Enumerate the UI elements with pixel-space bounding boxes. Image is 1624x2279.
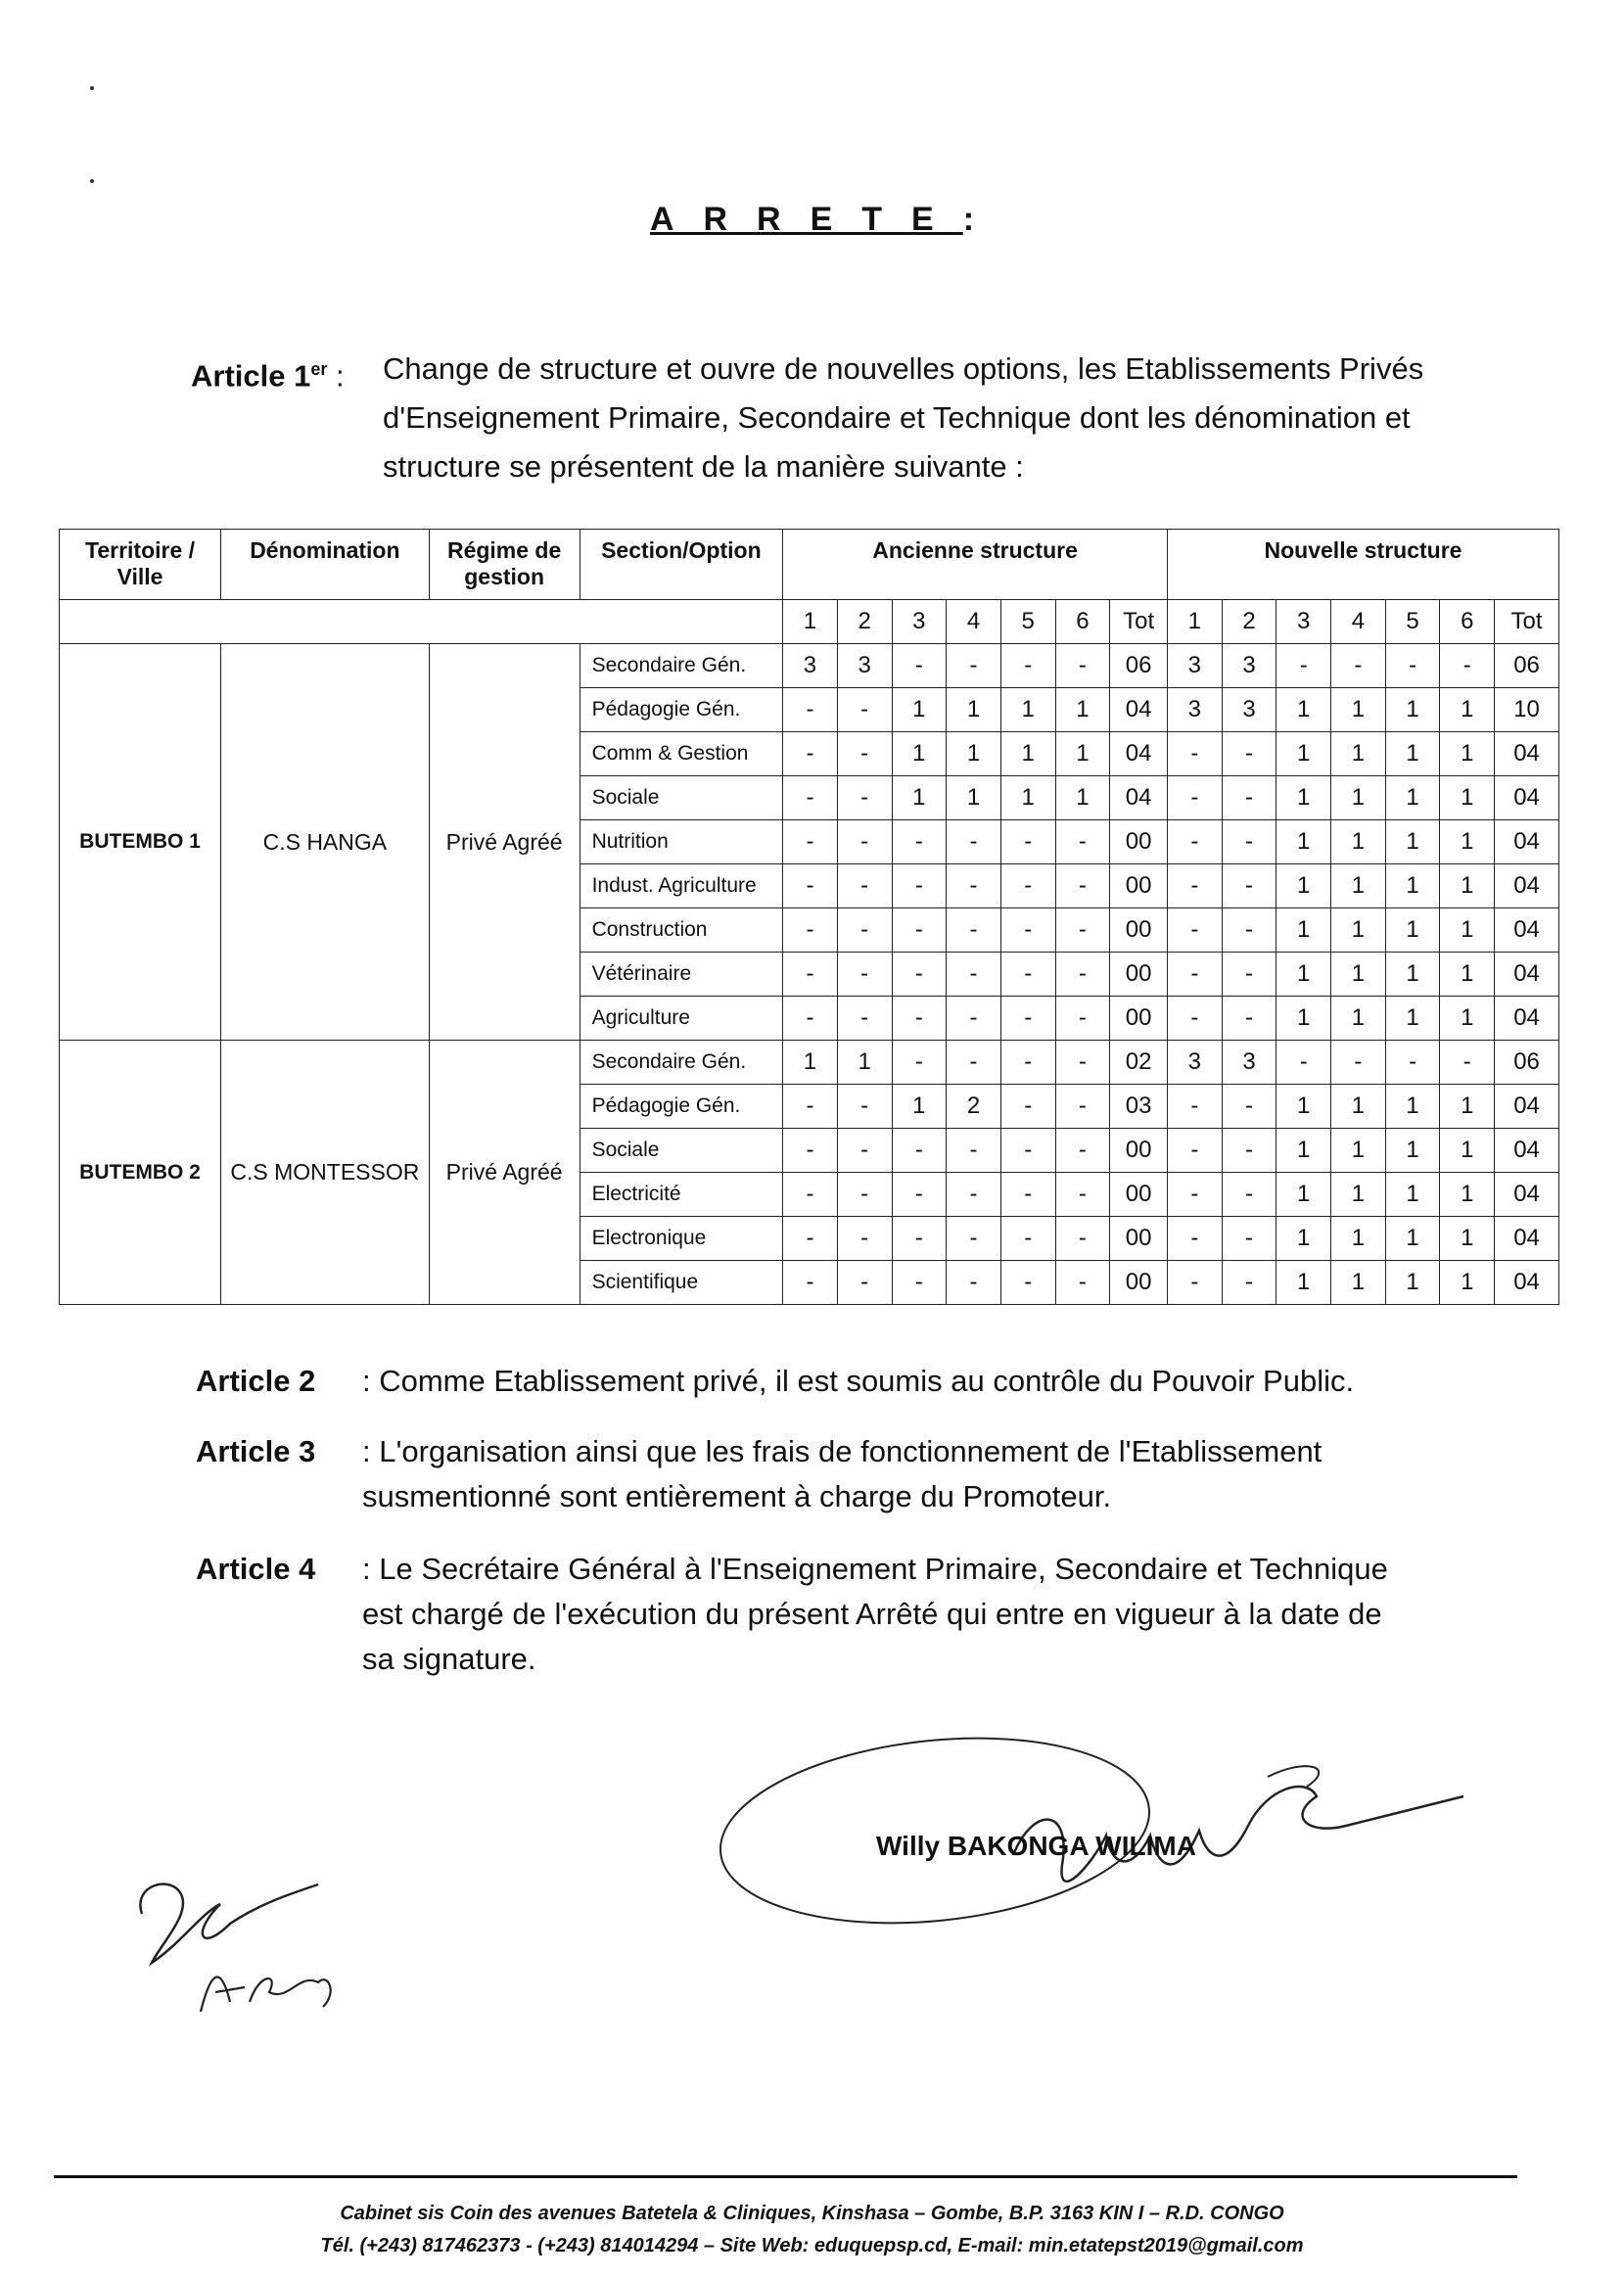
- ancienne-value-cell: -: [1000, 908, 1055, 953]
- ancienne-value-cell: -: [1000, 1173, 1055, 1217]
- nouvelle-value-cell: -: [1222, 1085, 1276, 1129]
- nouvelle-value-cell: 1: [1385, 1129, 1440, 1173]
- subheader-cell: 4: [1331, 600, 1386, 644]
- subheader-cell: 2: [1222, 600, 1276, 644]
- subheader-cell: 6: [1440, 600, 1495, 644]
- nouvelle-value-cell: -: [1167, 776, 1222, 820]
- ancienne-value-cell: -: [783, 1261, 838, 1305]
- ancienne-value-cell: -: [892, 1173, 947, 1217]
- paraphe-drawing: [122, 1855, 377, 2031]
- section-cell: Agriculture: [580, 997, 783, 1041]
- nouvelle-value-cell: -: [1276, 644, 1331, 688]
- section-cell: Indust. Agriculture: [580, 864, 783, 908]
- nouvelle-value-cell: 1: [1440, 688, 1495, 732]
- header-regime: Régime de gestion: [429, 530, 580, 600]
- ancienne-value-cell: -: [1055, 953, 1110, 997]
- nouvelle-value-cell: 10: [1495, 688, 1559, 732]
- ancienne-value-cell: 00: [1110, 1173, 1168, 1217]
- ancienne-value-cell: -: [1055, 1173, 1110, 1217]
- nouvelle-value-cell: 1: [1385, 688, 1440, 732]
- nouvelle-value-cell: -: [1440, 644, 1495, 688]
- table-row: [60, 644, 1559, 688]
- ancienne-value-cell: -: [892, 1129, 947, 1173]
- nouvelle-value-cell: -: [1276, 1041, 1331, 1085]
- ancienne-value-cell: -: [783, 688, 838, 732]
- ancienne-value-cell: 1: [1000, 688, 1055, 732]
- nouvelle-value-cell: 1: [1276, 776, 1331, 820]
- ancienne-value-cell: -: [892, 864, 947, 908]
- ancienne-value-cell: -: [892, 953, 947, 997]
- nouvelle-value-cell: 1: [1331, 1217, 1386, 1261]
- nouvelle-value-cell: -: [1167, 1085, 1222, 1129]
- nouvelle-value-cell: 04: [1495, 820, 1559, 864]
- nouvelle-value-cell: 1: [1385, 1217, 1440, 1261]
- ancienne-value-cell: -: [783, 1085, 838, 1129]
- ancienne-value-cell: -: [947, 1217, 1001, 1261]
- nouvelle-value-cell: -: [1167, 820, 1222, 864]
- ancienne-value-cell: 1: [783, 1041, 838, 1085]
- ancienne-value-cell: -: [1055, 908, 1110, 953]
- ancienne-value-cell: -: [783, 908, 838, 953]
- nouvelle-value-cell: 06: [1495, 644, 1559, 688]
- ancienne-value-cell: 1: [1055, 732, 1110, 776]
- article-1-label: [191, 345, 345, 400]
- ancienne-value-cell: -: [892, 820, 947, 864]
- ancienne-value-cell: -: [783, 732, 838, 776]
- ancienne-value-cell: 00: [1110, 997, 1168, 1041]
- ancienne-value-cell: 03: [1110, 1085, 1168, 1129]
- nouvelle-value-cell: 3: [1167, 644, 1222, 688]
- section-cell: Pédagogie Gén.: [580, 1085, 783, 1129]
- nouvelle-value-cell: 1: [1385, 997, 1440, 1041]
- section-cell: Electronique: [580, 1217, 783, 1261]
- ancienne-value-cell: 02: [1110, 1041, 1168, 1085]
- article-1: [191, 345, 1424, 491]
- section-cell: Secondaire Gén.: [580, 644, 783, 688]
- nouvelle-value-cell: -: [1167, 1261, 1222, 1305]
- nouvelle-value-cell: 04: [1495, 776, 1559, 820]
- ancienne-value-cell: -: [783, 1129, 838, 1173]
- ancienne-value-cell: 3: [783, 644, 838, 688]
- nouvelle-value-cell: 1: [1331, 908, 1386, 953]
- ancienne-value-cell: 2: [947, 1085, 1001, 1129]
- nouvelle-value-cell: -: [1222, 820, 1276, 864]
- nouvelle-value-cell: 1: [1276, 820, 1331, 864]
- ancienne-value-cell: -: [837, 1129, 892, 1173]
- ancienne-value-cell: 00: [1110, 953, 1168, 997]
- nouvelle-value-cell: 04: [1495, 953, 1559, 997]
- article-3-text: : L'organisation ainsi que les frais de fonctionnement de l'Etablissement susmentionné sont entièrement à charge du Promoteur.: [362, 1434, 1322, 1513]
- nouvelle-value-cell: 04: [1495, 1217, 1559, 1261]
- nouvelle-value-cell: -: [1167, 732, 1222, 776]
- nouvelle-value-cell: -: [1167, 997, 1222, 1041]
- nouvelle-value-cell: -: [1222, 776, 1276, 820]
- nouvelle-value-cell: 1: [1331, 953, 1386, 997]
- nouvelle-value-cell: 3: [1167, 1041, 1222, 1085]
- ancienne-value-cell: -: [892, 997, 947, 1041]
- nouvelle-value-cell: -: [1222, 1173, 1276, 1217]
- ancienne-value-cell: -: [837, 1085, 892, 1129]
- footer-rule: [54, 2175, 1517, 2178]
- ancienne-value-cell: -: [837, 776, 892, 820]
- ancienne-value-cell: -: [1000, 864, 1055, 908]
- nouvelle-value-cell: -: [1222, 732, 1276, 776]
- ancienne-value-cell: -: [783, 1217, 838, 1261]
- nouvelle-value-cell: -: [1331, 644, 1386, 688]
- article-1-label-colon: :: [335, 358, 345, 394]
- nouvelle-value-cell: 04: [1495, 1085, 1559, 1129]
- nouvelle-value-cell: 3: [1167, 688, 1222, 732]
- ancienne-value-cell: 1: [947, 688, 1001, 732]
- scan-speck: [90, 86, 94, 90]
- ancienne-value-cell: -: [1000, 644, 1055, 688]
- title-colon: :: [962, 201, 975, 238]
- nouvelle-value-cell: -: [1167, 864, 1222, 908]
- nouvelle-value-cell: 1: [1276, 953, 1331, 997]
- subheader-cell: 1: [1167, 600, 1222, 644]
- ancienne-value-cell: -: [892, 644, 947, 688]
- ancienne-value-cell: 00: [1110, 864, 1168, 908]
- ancienne-value-cell: 1: [1000, 776, 1055, 820]
- nouvelle-value-cell: -: [1167, 1173, 1222, 1217]
- ancienne-value-cell: 1: [1000, 732, 1055, 776]
- section-cell: Secondaire Gén.: [580, 1041, 783, 1085]
- article-1-text: Change de structure et ouvre de nouvelles options, les Etablissements Privés d'Enseignement Primaire, Secondaire et Technique dont les dénomination et structure se présentent de la manière suivante :: [383, 351, 1424, 484]
- ancienne-value-cell: -: [1000, 1041, 1055, 1085]
- nouvelle-value-cell: 04: [1495, 908, 1559, 953]
- nouvelle-value-cell: -: [1222, 1129, 1276, 1173]
- ancienne-value-cell: -: [892, 1217, 947, 1261]
- nouvelle-value-cell: 1: [1440, 776, 1495, 820]
- page-title: [0, 201, 1624, 239]
- nouvelle-value-cell: -: [1331, 1041, 1386, 1085]
- ancienne-value-cell: 1: [947, 776, 1001, 820]
- footer: [0, 2198, 1624, 2262]
- ancienne-value-cell: -: [892, 1261, 947, 1305]
- ancienne-value-cell: -: [947, 644, 1001, 688]
- nouvelle-value-cell: 1: [1440, 1261, 1495, 1305]
- ancienne-value-cell: -: [1000, 1217, 1055, 1261]
- article-1-label-text: Article 1: [191, 358, 311, 394]
- ancienne-value-cell: 00: [1110, 908, 1168, 953]
- ancienne-value-cell: 04: [1110, 688, 1168, 732]
- ancienne-value-cell: -: [1000, 820, 1055, 864]
- ancienne-value-cell: -: [1055, 1041, 1110, 1085]
- subheader-cell: 5: [1000, 600, 1055, 644]
- article-4: [196, 1547, 1419, 1682]
- ancienne-value-cell: 1: [892, 776, 947, 820]
- territoire-cell: BUTEMBO 1: [60, 644, 221, 1041]
- header-denomination: Dénomination: [221, 530, 430, 600]
- subheader-cell: 4: [947, 600, 1001, 644]
- ancienne-value-cell: 04: [1110, 776, 1168, 820]
- nouvelle-value-cell: 1: [1385, 732, 1440, 776]
- ancienne-value-cell: -: [947, 820, 1001, 864]
- nouvelle-value-cell: 1: [1331, 820, 1386, 864]
- section-cell: Sociale: [580, 776, 783, 820]
- ancienne-value-cell: -: [837, 908, 892, 953]
- signer-name: Willy BAKONGA WILIMA: [876, 1831, 1196, 1861]
- footer-line-1: Cabinet sis Coin des avenues Batetela & Cliniques, Kinshasa – Gombe, B.P. 3163 KIN I – R.D. CONGO: [340, 2203, 1284, 2224]
- subheader-cell: 3: [892, 600, 947, 644]
- ancienne-value-cell: -: [1000, 997, 1055, 1041]
- nouvelle-value-cell: -: [1222, 1261, 1276, 1305]
- ancienne-value-cell: 1: [892, 688, 947, 732]
- ancienne-value-cell: -: [783, 820, 838, 864]
- nouvelle-value-cell: -: [1222, 908, 1276, 953]
- nouvelle-value-cell: 1: [1440, 908, 1495, 953]
- ancienne-value-cell: -: [947, 1041, 1001, 1085]
- subheader-cell: 6: [1055, 600, 1110, 644]
- nouvelle-value-cell: 1: [1440, 1129, 1495, 1173]
- nouvelle-value-cell: 1: [1440, 1085, 1495, 1129]
- nouvelle-value-cell: 1: [1440, 732, 1495, 776]
- nouvelle-value-cell: -: [1222, 953, 1276, 997]
- section-cell: Comm & Gestion: [580, 732, 783, 776]
- nouvelle-value-cell: 04: [1495, 1261, 1559, 1305]
- ancienne-value-cell: -: [947, 1261, 1001, 1305]
- article-2: [196, 1359, 1419, 1404]
- subheader-cell: 3: [1276, 600, 1331, 644]
- ancienne-value-cell: -: [783, 776, 838, 820]
- ancienne-value-cell: 00: [1110, 1217, 1168, 1261]
- ancienne-value-cell: -: [1055, 1129, 1110, 1173]
- nouvelle-value-cell: 3: [1222, 688, 1276, 732]
- ancienne-value-cell: -: [947, 1129, 1001, 1173]
- nouvelle-value-cell: -: [1385, 1041, 1440, 1085]
- section-cell: Construction: [580, 908, 783, 953]
- ancienne-value-cell: -: [947, 908, 1001, 953]
- nouvelle-value-cell: 1: [1276, 1129, 1331, 1173]
- ancienne-value-cell: 1: [947, 732, 1001, 776]
- nouvelle-value-cell: 1: [1276, 908, 1331, 953]
- section-cell: Nutrition: [580, 820, 783, 864]
- nouvelle-value-cell: 1: [1385, 820, 1440, 864]
- ancienne-value-cell: -: [837, 997, 892, 1041]
- nouvelle-value-cell: 3: [1222, 644, 1276, 688]
- ancienne-value-cell: -: [947, 953, 1001, 997]
- ancienne-value-cell: -: [837, 953, 892, 997]
- nouvelle-value-cell: 1: [1276, 1173, 1331, 1217]
- header-ancienne: Ancienne structure: [783, 530, 1168, 600]
- nouvelle-value-cell: 1: [1440, 864, 1495, 908]
- nouvelle-value-cell: -: [1222, 1217, 1276, 1261]
- nouvelle-value-cell: 1: [1440, 953, 1495, 997]
- article-4-label: Article 4: [196, 1552, 316, 1586]
- nouvelle-value-cell: 1: [1276, 997, 1331, 1041]
- header-section: Section/Option: [580, 530, 783, 600]
- ancienne-value-cell: -: [947, 997, 1001, 1041]
- ancienne-value-cell: -: [837, 1173, 892, 1217]
- nouvelle-value-cell: -: [1222, 997, 1276, 1041]
- section-cell: Pédagogie Gén.: [580, 688, 783, 732]
- ancienne-value-cell: -: [837, 1261, 892, 1305]
- ancienne-value-cell: -: [892, 1041, 947, 1085]
- nouvelle-value-cell: -: [1167, 1129, 1222, 1173]
- ancienne-value-cell: 1: [1055, 688, 1110, 732]
- ancienne-value-cell: 3: [837, 644, 892, 688]
- nouvelle-value-cell: 04: [1495, 1129, 1559, 1173]
- nouvelle-value-cell: 1: [1440, 1217, 1495, 1261]
- nouvelle-value-cell: 1: [1331, 864, 1386, 908]
- nouvelle-value-cell: 1: [1331, 1173, 1386, 1217]
- table-body: [60, 644, 1559, 1305]
- ancienne-value-cell: 1: [1055, 776, 1110, 820]
- article-2-label: Article 2: [196, 1364, 316, 1398]
- denomination-cell: C.S HANGA: [221, 644, 430, 1041]
- ancienne-value-cell: -: [783, 864, 838, 908]
- ancienne-value-cell: -: [1055, 820, 1110, 864]
- nouvelle-value-cell: -: [1167, 953, 1222, 997]
- subheader-blank: [60, 600, 783, 644]
- ancienne-value-cell: -: [1055, 1085, 1110, 1129]
- nouvelle-value-cell: 1: [1276, 1085, 1331, 1129]
- footer-line-2: Tél. (+243) 817462373 - (+243) 814014294 – Site Web: eduquepsp.cd, E-mail: min.etatepst2019@gmail.com: [320, 2235, 1304, 2256]
- ancienne-value-cell: -: [783, 1173, 838, 1217]
- nouvelle-value-cell: 04: [1495, 732, 1559, 776]
- subheader-cell: 5: [1385, 600, 1440, 644]
- ancienne-value-cell: -: [947, 1173, 1001, 1217]
- nouvelle-value-cell: 1: [1331, 1129, 1386, 1173]
- ancienne-value-cell: 00: [1110, 1129, 1168, 1173]
- ancienne-value-cell: -: [947, 864, 1001, 908]
- nouvelle-value-cell: 1: [1276, 688, 1331, 732]
- ancienne-value-cell: -: [1000, 1261, 1055, 1305]
- ancienne-value-cell: 1: [837, 1041, 892, 1085]
- ancienne-value-cell: 00: [1110, 820, 1168, 864]
- nouvelle-value-cell: 1: [1385, 953, 1440, 997]
- nouvelle-value-cell: -: [1167, 1217, 1222, 1261]
- nouvelle-value-cell: 1: [1440, 820, 1495, 864]
- article-1-label-sup: er: [310, 359, 328, 379]
- ancienne-value-cell: -: [1055, 997, 1110, 1041]
- article-3: [196, 1429, 1419, 1519]
- nouvelle-value-cell: 1: [1331, 1261, 1386, 1305]
- ancienne-value-cell: -: [837, 688, 892, 732]
- section-cell: Scientifique: [580, 1261, 783, 1305]
- nouvelle-value-cell: 04: [1495, 997, 1559, 1041]
- nouvelle-value-cell: 1: [1385, 1261, 1440, 1305]
- ancienne-value-cell: 1: [892, 1085, 947, 1129]
- ancienne-value-cell: -: [1055, 1217, 1110, 1261]
- ancienne-value-cell: -: [837, 732, 892, 776]
- nouvelle-value-cell: 1: [1276, 864, 1331, 908]
- header-nouvelle: Nouvelle structure: [1167, 530, 1558, 600]
- ancienne-value-cell: -: [1000, 1085, 1055, 1129]
- regime-cell: Privé Agréé: [429, 1041, 580, 1305]
- nouvelle-value-cell: 1: [1385, 1173, 1440, 1217]
- nouvelle-value-cell: 1: [1331, 732, 1386, 776]
- nouvelle-value-cell: 1: [1385, 908, 1440, 953]
- nouvelle-value-cell: 1: [1276, 1261, 1331, 1305]
- ancienne-value-cell: -: [892, 908, 947, 953]
- ancienne-value-cell: 06: [1110, 644, 1168, 688]
- ancienne-value-cell: -: [1000, 953, 1055, 997]
- nouvelle-value-cell: 1: [1385, 1085, 1440, 1129]
- subheader-row: [60, 600, 1559, 644]
- nouvelle-value-cell: -: [1440, 1041, 1495, 1085]
- scan-speck: [90, 179, 94, 183]
- nouvelle-value-cell: 1: [1331, 997, 1386, 1041]
- ancienne-value-cell: 1: [892, 732, 947, 776]
- regime-cell: Privé Agréé: [429, 644, 580, 1041]
- ancienne-value-cell: -: [1055, 644, 1110, 688]
- section-cell: Vétérinaire: [580, 953, 783, 997]
- ancienne-value-cell: -: [1055, 1261, 1110, 1305]
- denomination-cell: C.S MONTESSOR: [221, 1041, 430, 1305]
- header-territoire: Territoire / Ville: [60, 530, 221, 600]
- nouvelle-value-cell: 1: [1440, 997, 1495, 1041]
- territoire-cell: BUTEMBO 2: [60, 1041, 221, 1305]
- ancienne-value-cell: 00: [1110, 1261, 1168, 1305]
- nouvelle-value-cell: 1: [1331, 688, 1386, 732]
- subheader-cell: 2: [837, 600, 892, 644]
- nouvelle-value-cell: 3: [1222, 1041, 1276, 1085]
- nouvelle-value-cell: 1: [1385, 864, 1440, 908]
- title-text: ARRETE: [649, 201, 963, 238]
- nouvelle-value-cell: -: [1385, 644, 1440, 688]
- nouvelle-value-cell: 04: [1495, 1173, 1559, 1217]
- ancienne-value-cell: -: [837, 1217, 892, 1261]
- nouvelle-value-cell: 1: [1440, 1173, 1495, 1217]
- nouvelle-value-cell: 06: [1495, 1041, 1559, 1085]
- ancienne-value-cell: -: [1055, 864, 1110, 908]
- nouvelle-value-cell: 1: [1276, 1217, 1331, 1261]
- nouvelle-value-cell: 1: [1276, 732, 1331, 776]
- nouvelle-value-cell: -: [1167, 908, 1222, 953]
- nouvelle-value-cell: 1: [1331, 1085, 1386, 1129]
- nouvelle-value-cell: -: [1222, 864, 1276, 908]
- ancienne-value-cell: 04: [1110, 732, 1168, 776]
- article-4-text: : Le Secrétaire Général à l'Enseignement Primaire, Secondaire et Technique est chargé de l'exécution du présent Arrêté qui entre en vigueur à la date de sa signature.: [362, 1552, 1388, 1676]
- table-row: [60, 1041, 1559, 1085]
- structure-table: [59, 529, 1559, 1305]
- subheader-cell: Tot: [1110, 600, 1168, 644]
- ancienne-value-cell: -: [837, 864, 892, 908]
- nouvelle-value-cell: 1: [1385, 776, 1440, 820]
- ancienne-value-cell: -: [1000, 1129, 1055, 1173]
- ancienne-value-cell: -: [783, 953, 838, 997]
- nouvelle-value-cell: 1: [1331, 776, 1386, 820]
- article-3-label: Article 3: [196, 1434, 316, 1468]
- ancienne-value-cell: -: [837, 820, 892, 864]
- ancienne-value-cell: -: [783, 997, 838, 1041]
- article-2-text: : Comme Etablissement privé, il est soumis au contrôle du Pouvoir Public.: [362, 1364, 1355, 1398]
- section-cell: Electricité: [580, 1173, 783, 1217]
- subheader-cell: 1: [783, 600, 838, 644]
- section-cell: Sociale: [580, 1129, 783, 1173]
- nouvelle-value-cell: 04: [1495, 864, 1559, 908]
- subheader-cell: Tot: [1495, 600, 1559, 644]
